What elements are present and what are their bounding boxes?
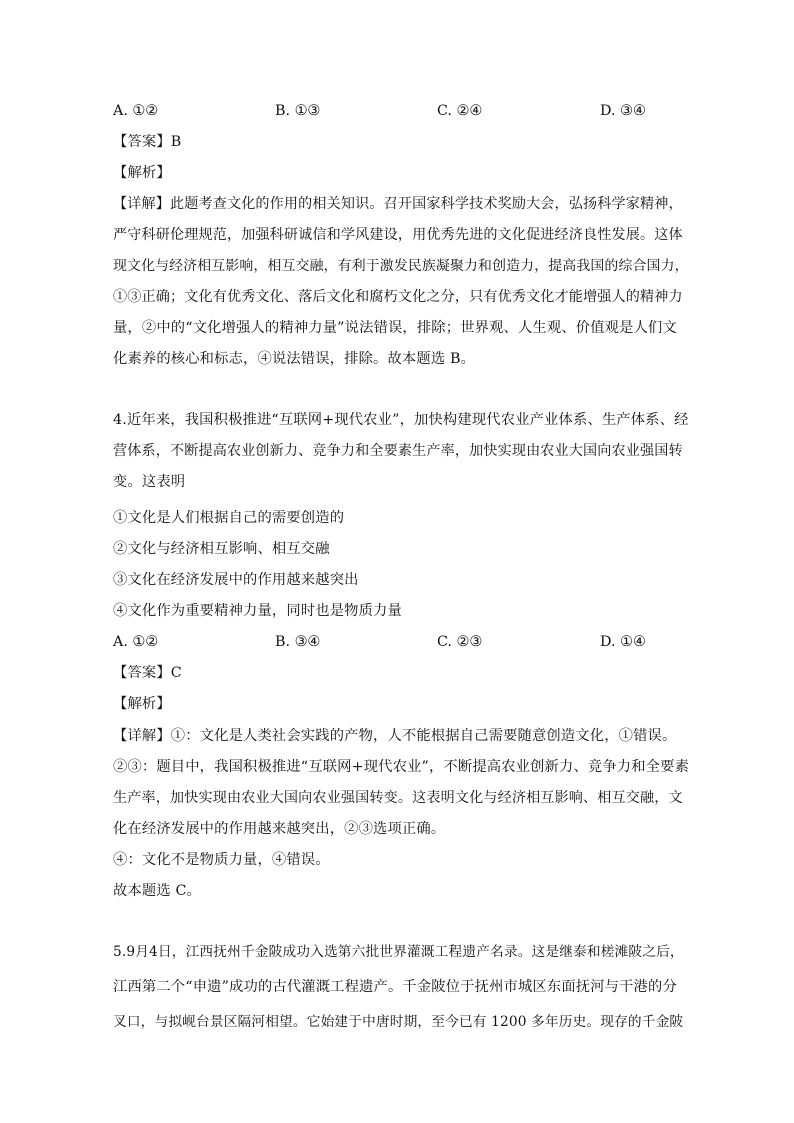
q4-detail-line: ④：文化不是物质力量，④错误。	[113, 852, 330, 868]
q3-option-b: B. ①③	[275, 103, 321, 119]
q3-analysis-label: 【解析】	[113, 165, 171, 181]
q5-stem-line: 江西第二个“申遗”成功的古代灌溉工程遗产。千金陂位于抚州市城区东面抚河与干港的分	[113, 979, 677, 995]
q3-option-d: D. ③④	[600, 103, 646, 119]
q4-stem-line: 4.近年来，我国积极推进“互联网+现代农业”，加快构建现代农业产业体系、生产体系、经	[113, 412, 689, 428]
q4-detail-line: 化在经济发展中的作用越来越突出，②③选项正确。	[113, 821, 446, 837]
q4-stem-line: 变。这表明	[113, 474, 186, 490]
q4-statement-3: ③文化在经济发展中的作用越来越突出	[113, 572, 359, 588]
q4-option-b: B. ③④	[275, 634, 321, 650]
q3-options	[113, 101, 688, 121]
q4-detail-line: 生产率，加快实现由农业大国向农业强国转变。这表明文化与经济相互影响、相互交融，文	[113, 790, 683, 806]
q3-detail-line: 【详解】此题考查文化的作用的相关知识。召开国家科学技术奖励大会，弘扬科学家精神，	[113, 196, 683, 212]
q3-detail-line: 现文化与经济相互影响，相互交融，有利于激发民族凝聚力和创造力，提高我国的综合国力，	[113, 258, 689, 274]
q5-stem-line: 5.9月4日，江西抚州千金陂成功入选第六批世界灌溉工程遗产名录。这是继泰和槎滩陂之后，	[113, 944, 684, 960]
q3-detail-line: 化素养的核心和标志，④说法错误，排除。故本题选 B。	[113, 351, 476, 367]
q4-option-c: C. ②③	[437, 634, 483, 650]
q3-option-a: A. ①②	[113, 103, 159, 119]
q4-option-d: D. ①④	[600, 634, 646, 650]
q4-answer: 【答案】C	[113, 665, 182, 681]
q4-options	[113, 632, 688, 652]
q4-detail-line: 【详解】①：文化是人类社会实践的产物，人不能根据自己需要随意创造文化，①错误。	[113, 728, 677, 744]
q4-statement-1: ①文化是人们根据自己的需要创造的	[113, 510, 345, 526]
q3-detail-line: 量，②中的“文化增强人的精神力量”说法错误，排除；世界观、人生观、价值观是人们文	[113, 320, 677, 336]
q3-option-c: C. ②④	[437, 103, 483, 119]
q4-option-a: A. ①②	[113, 634, 159, 650]
q3-answer: 【答案】B	[113, 134, 182, 150]
q3-detail-line: 严守科研伦理规范，加强科研诚信和学风建设，用优秀先进的文化促进经济良性发展。这体	[113, 227, 683, 243]
q4-analysis-label: 【解析】	[113, 696, 171, 712]
q4-stem-line: 营体系，不断提高农业创新力、竞争力和全要素生产率，加快实现由农业大国向农业强国转	[113, 443, 683, 459]
q4-statement-4: ④文化作为重要精神力量，同时也是物质力量	[113, 603, 402, 619]
q4-detail-line: 故本题选 C。	[113, 883, 202, 899]
q4-statement-2: ②文化与经济相互影响、相互交融	[113, 541, 330, 557]
q3-detail-line: ①③正确；文化有优秀文化、落后文化和腐朽文化之分，只有优秀文化才能增强人的精神力	[113, 289, 683, 305]
q4-detail-line: ②③：题目中，我国积极推进“互联网+现代农业”，不断提高农业创新力、竞争力和全要素	[113, 759, 690, 775]
q5-stem-line: 叉口，与拟岘台景区隔河相望。它始建于中唐时期，至今已有 1200 多年历史。现存的千金陂	[113, 1014, 684, 1030]
